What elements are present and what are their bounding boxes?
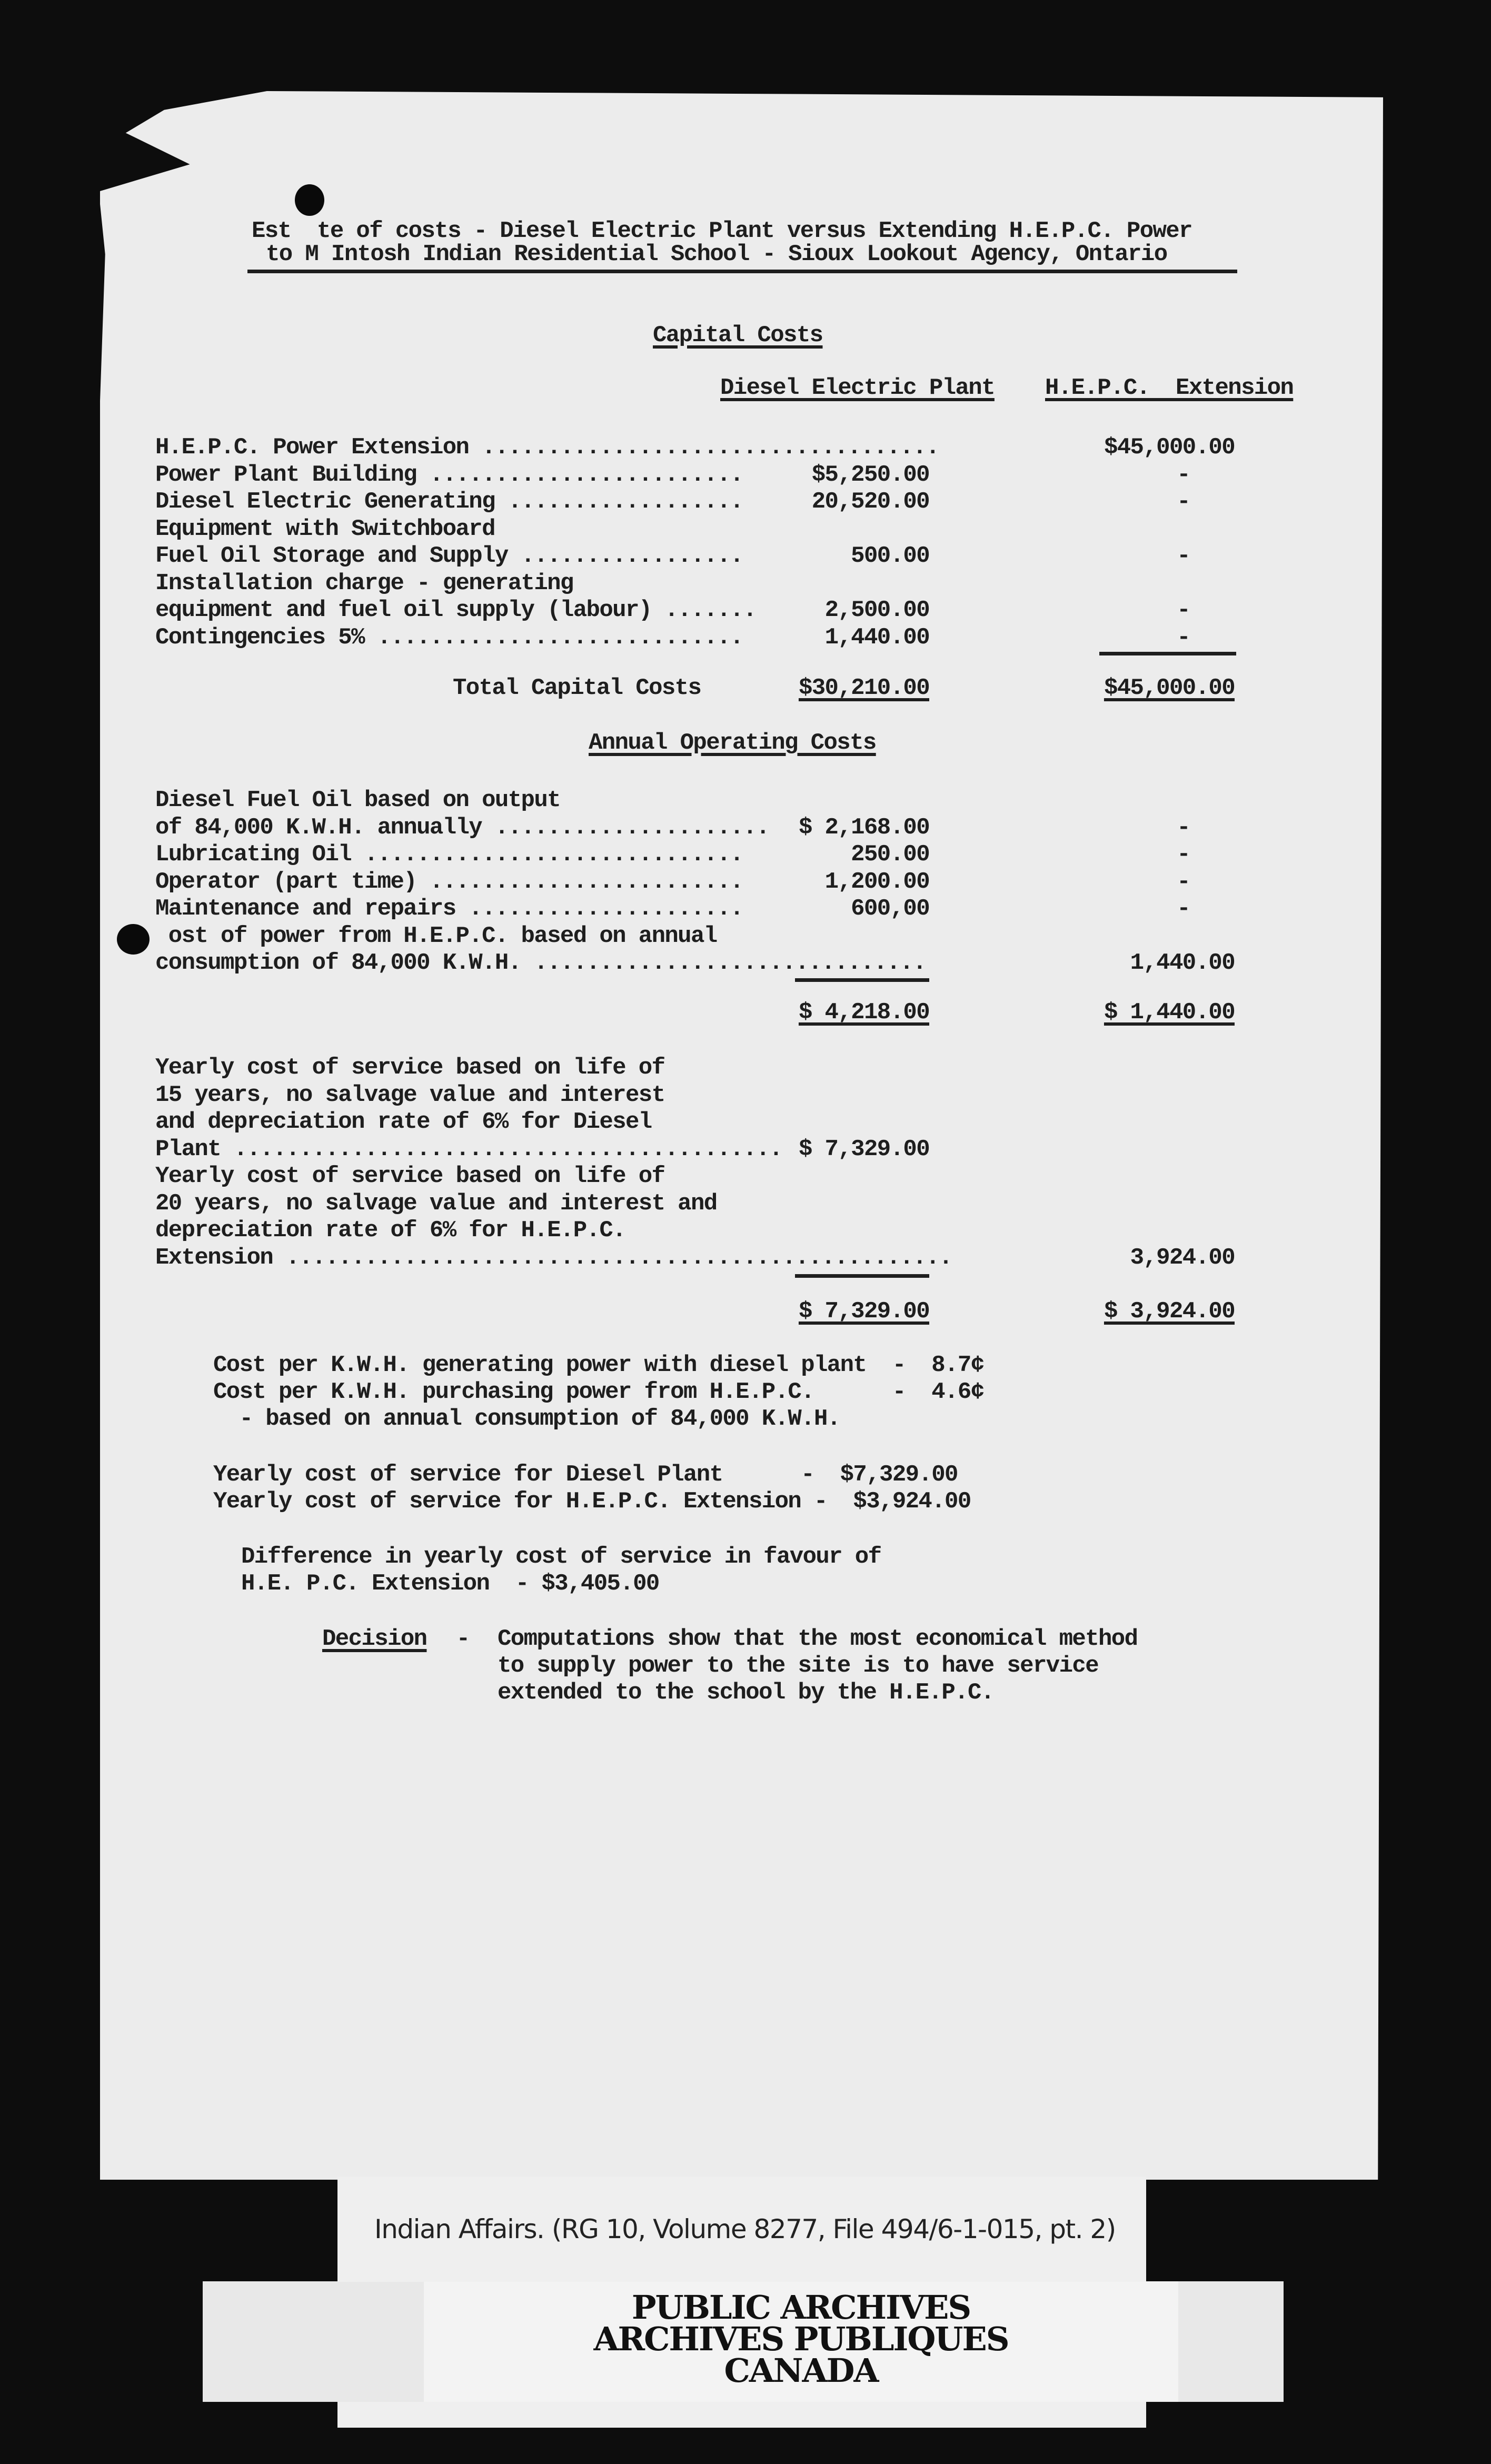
row-value-diesel: 600,00 (851, 896, 929, 922)
row-value-hepc: - (1177, 841, 1190, 868)
cost-per-kwh-diesel: Cost per K.W.H. generating power with diesel plant - 8.7¢ (213, 1352, 984, 1378)
capital-costs-heading: Capital Costs (653, 322, 823, 349)
yearly-cost-hepc-summary: Yearly cost of service for H.E.P.C. Extension - $3,924.00 (213, 1488, 971, 1515)
row-label: ost of power from H.E.P.C. based on annual (155, 922, 717, 949)
row-label: consumption of 84,000 K.W.H. .............................. (155, 950, 926, 976)
row-value-hepc: - (1177, 543, 1190, 569)
total-capital-label: Total Capital Costs (453, 675, 701, 701)
row-value-hepc: - (1177, 461, 1190, 488)
row-label: H.E.P.C. Power Extension ................................... (155, 434, 939, 461)
row-value-hepc: - (1177, 814, 1190, 841)
operating-total-hepc: $ 1,440.00 (1104, 999, 1235, 1026)
punch-hole-left (117, 924, 150, 955)
column-header-hepc: H.E.P.C. Extension (1045, 375, 1294, 401)
total-capital-hepc: $45,000.00 (1104, 675, 1235, 701)
row-value-hepc: - (1177, 896, 1190, 922)
row-label: Diesel Electric Generating .................. (155, 489, 743, 515)
row-label: Equipment with Switchboard (155, 515, 495, 542)
row-label: depreciation rate of 6% for H.E.P.C. (155, 1217, 625, 1244)
archive-label-footer (337, 2402, 1146, 2428)
row-value-diesel: $ 7,329.00 (798, 1136, 929, 1163)
row-label: Diesel Fuel Oil based on output (155, 787, 560, 813)
row-label: Maintenance and repairs ..................... (155, 896, 743, 922)
decision-label: Decision (322, 1626, 427, 1652)
row-label: Power Plant Building ........................ (155, 461, 743, 488)
title-line-1: Est te of costs - Diesel Electric Plant versus Extending H.E.P.C. Power (252, 218, 1192, 244)
decision-line-3: extended to the school by the H.E.P.C. (498, 1680, 994, 1706)
row-value-diesel: 250.00 (851, 841, 929, 868)
title-line-2: to M Intosh Indian Residential School - Sioux Lookout Agency, Ontario (266, 241, 1167, 267)
title-underline (247, 270, 1237, 273)
archives-stamp (203, 2281, 1284, 2402)
difference-line-1: Difference in yearly cost of service in favour of (241, 1544, 881, 1570)
row-label: and depreciation rate of 6% for Diesel (155, 1109, 652, 1135)
row-label: equipment and fuel oil supply (labour) ....... (155, 597, 756, 623)
hepc-subtotal-rule (1099, 652, 1236, 655)
row-label: Plant .......................................... (155, 1136, 782, 1163)
row-label: Lubricating Oil ............................. (155, 841, 743, 868)
row-label: Yearly cost of service based on life of (155, 1163, 665, 1189)
row-value-diesel: 1,200.00 (824, 868, 929, 895)
row-label: of 84,000 K.W.H. annually ..................... (155, 814, 769, 841)
cost-per-kwh-hepc: Cost per K.W.H. purchasing power from H.E.P.C. - 4.6¢ (213, 1379, 984, 1405)
row-value-diesel: $ 2,168.00 (798, 814, 929, 841)
row-label: Operator (part time) ........................ (155, 868, 743, 895)
row-value-diesel: 20,520.00 (811, 489, 929, 515)
operating-diesel-rule (795, 978, 929, 982)
row-value-hepc: 3,924.00 (1130, 1244, 1235, 1271)
operating-costs-heading: Annual Operating Costs (589, 730, 876, 756)
row-value-hepc: - (1177, 868, 1190, 895)
row-label: Contingencies 5% ............................ (155, 624, 743, 651)
row-label: 15 years, no salvage value and interest (155, 1081, 665, 1108)
row-label: Yearly cost of service based on life of (155, 1055, 665, 1081)
yearly-diesel-rule (795, 1274, 929, 1278)
column-header-diesel: Diesel Electric Plant (720, 375, 995, 401)
archives-stamp-line-3: CANADA (724, 2351, 878, 2390)
row-label: Fuel Oil Storage and Supply ................. (155, 543, 743, 569)
row-value-diesel: $5,250.00 (811, 461, 929, 488)
row-value-diesel: 2,500.00 (824, 597, 929, 623)
decision-line-1: Computations show that the most economical method (498, 1626, 1138, 1652)
cost-per-kwh-basis: - based on annual consumption of 84,000 K.W.H. (213, 1406, 840, 1432)
yearly-total-hepc: $ 3,924.00 (1104, 1298, 1235, 1325)
punch-hole-top (295, 184, 324, 216)
total-capital-diesel: $30,210.00 (798, 675, 929, 701)
decision-dash: - (443, 1626, 483, 1652)
archive-reference-text: Indian Affairs. (RG 10, Volume 8277, File 494/6-1-015, pt. 2) (374, 2214, 1116, 2244)
difference-line-2: H.E. P.C. Extension - $3,405.00 (241, 1571, 659, 1597)
row-label: Extension ................................................... (155, 1244, 952, 1271)
row-label: 20 years, no salvage value and interest and (155, 1190, 717, 1217)
archive-reference-label (337, 2177, 1146, 2282)
row-value-hepc: $45,000.00 (1104, 434, 1235, 461)
row-value-hepc: - (1177, 489, 1190, 515)
yearly-cost-diesel-summary: Yearly cost of service for Diesel Plant - $7,329.00 (213, 1462, 958, 1488)
row-value-hepc: - (1177, 624, 1190, 651)
archives-stamp-line-1: PUBLIC ARCHIVES (631, 2288, 971, 2327)
row-label: Installation charge - generating (155, 570, 573, 597)
archives-stamp-line-2: ARCHIVES PUBLIQUES (593, 2320, 1009, 2358)
operating-total-diesel: $ 4,218.00 (798, 999, 929, 1026)
archives-stamp-panel (424, 2281, 1178, 2402)
row-value-diesel: 500.00 (851, 543, 929, 569)
yearly-total-diesel: $ 7,329.00 (798, 1298, 929, 1325)
row-value-hepc: - (1177, 597, 1190, 623)
decision-line-2: to supply power to the site is to have service (498, 1653, 1098, 1679)
row-value-diesel: 1,440.00 (824, 624, 929, 651)
row-value-hepc: 1,440.00 (1130, 950, 1235, 976)
